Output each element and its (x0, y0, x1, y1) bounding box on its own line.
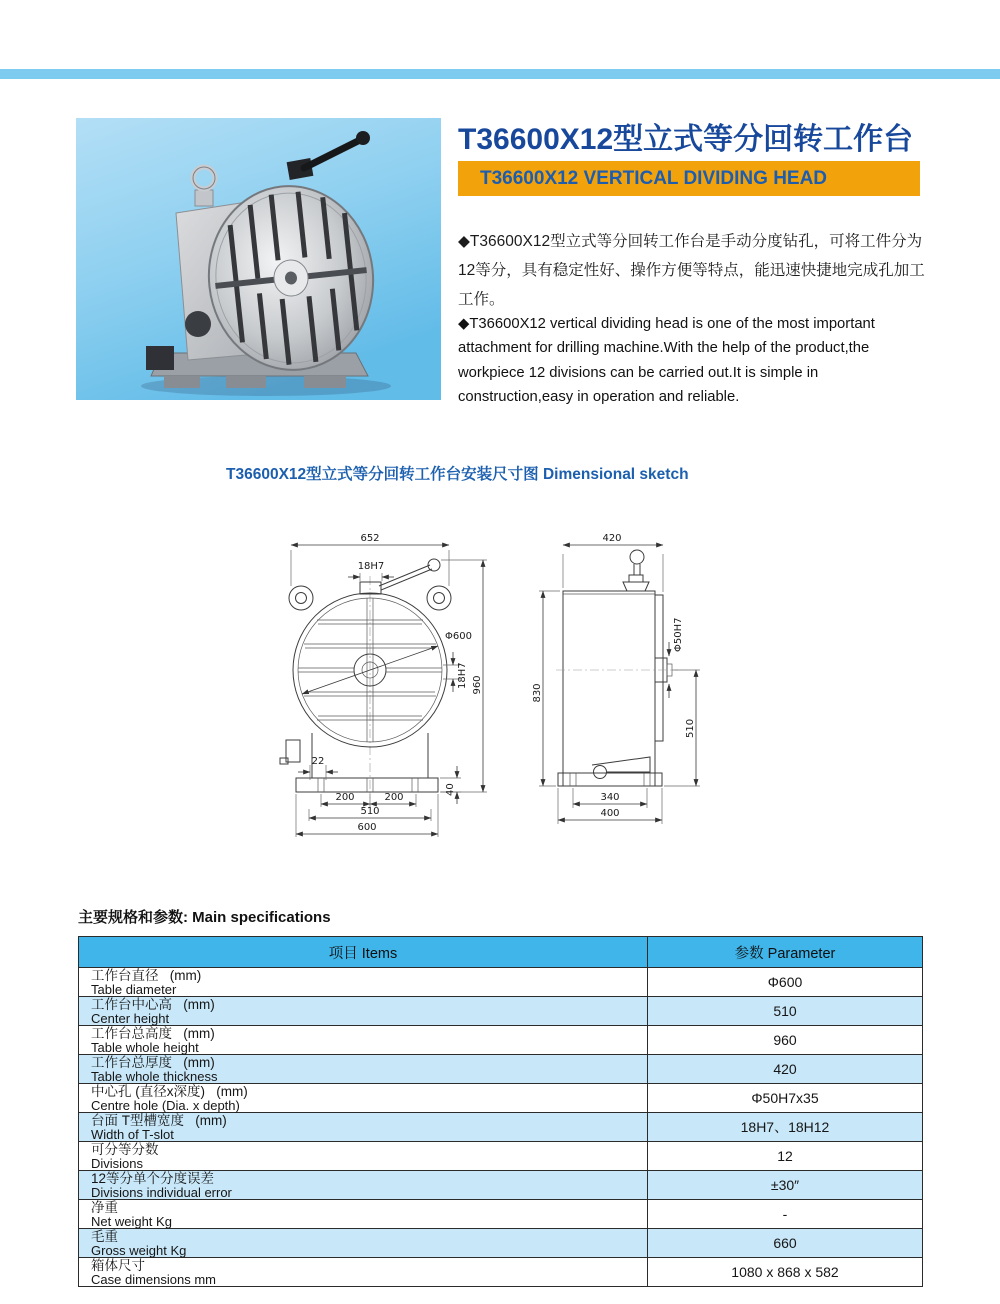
subtitle-banner (458, 161, 920, 196)
dim-front-total-height: 960 (472, 675, 483, 695)
dim-side-height: 830 (532, 683, 543, 703)
spec-row: 可分等分数 Divisions 12 (79, 1142, 923, 1171)
spec-value: Φ600 (648, 968, 923, 997)
spec-value: 1080 x 868 x 582 (648, 1258, 923, 1287)
dim-front-base-height: 40 (445, 783, 456, 796)
dim-side-center-hole: Φ50H7 (673, 617, 684, 652)
page-title: T36600X12型立式等分回转工作台 (458, 123, 914, 156)
dim-front-tslot-center: 18H7 (457, 662, 468, 689)
spec-value: - (648, 1200, 923, 1229)
dim-front-width: 652 (360, 533, 380, 544)
dim-side-base-mid: 340 (600, 792, 620, 803)
spec-row: 台面 T型槽宽度 (mm) Width of T-slot 18H7、18H12 (79, 1113, 923, 1142)
specs-heading (78, 906, 331, 927)
dim-side-width: 420 (602, 533, 622, 544)
description-english: ◆T36600X12 vertical dividing head is one of the most important attachment for drilling machine.With the help of the product,the workpiece 12 divisions can be carried out.It is simple in construction,easy in operation and reliable. (458, 315, 875, 406)
spec-row: 工作台总高度 (mm) Table whole height 960 (79, 1026, 923, 1055)
column-header-parameter: 参数 Parameter (648, 937, 923, 968)
dimensional-sketch (260, 528, 720, 846)
side-view (532, 533, 700, 824)
spec-value: 12 (648, 1142, 923, 1171)
dim-front-diameter: Φ600 (445, 631, 472, 642)
front-view (280, 533, 487, 837)
spec-row: 箱体尺寸 Case dimensions mm 1080 x 868 x 582 (79, 1258, 923, 1287)
specs-heading-cn: 主要规格和参数: (78, 909, 188, 926)
dim-front-base-outer: 600 (357, 822, 377, 833)
spec-value: 510 (648, 997, 923, 1026)
spec-value: 420 (648, 1055, 923, 1084)
spec-value: ±30″ (648, 1171, 923, 1200)
dimensional-sketch-heading: T36600X12型立式等分回转工作台安装尺寸图 Dimensional sketch (226, 466, 689, 483)
spec-value: 960 (648, 1026, 923, 1055)
specs-heading-en: Main specifications (192, 909, 331, 926)
dim-side-base-outer: 400 (600, 808, 620, 819)
spec-value: 660 (648, 1229, 923, 1258)
dim-front-base-mid: 510 (360, 806, 380, 817)
column-header-items: 项目 Items (79, 937, 648, 968)
product-image (76, 118, 441, 400)
top-accent-bar (0, 69, 1000, 79)
spec-value: Φ50H7x35 (648, 1084, 923, 1113)
product-illustration (76, 118, 441, 400)
spec-value: 18H7、18H12 (648, 1113, 923, 1142)
dim-front-edge-offset: 22 (311, 756, 325, 767)
spec-row: 工作台直径 (mm) Table diameter Φ600 (79, 968, 923, 997)
dim-front-bolt-right: 200 (384, 792, 404, 803)
technical-drawing (260, 528, 720, 846)
specifications-table (78, 936, 923, 1287)
subtitle-text: T36600X12 VERTICAL DIVIDING HEAD (480, 168, 828, 189)
spec-row: 毛重 Gross weight Kg 660 (79, 1229, 923, 1258)
description-chinese: ◆T36600X12型立式等分回转工作台是手动分度钻孔，可将工件分为12等分，具有稳定性好、操作方便等特点，能迅速快捷地完成孔加工工作。 (458, 232, 925, 308)
dim-side-center-height: 510 (685, 718, 696, 738)
table-header-row (79, 937, 923, 968)
spec-row: 12等分单个分度误差 Divisions individual error ±30″ (79, 1171, 923, 1200)
spec-row: 净重 Net weight Kg - (79, 1200, 923, 1229)
spec-row: 工作台总厚度 (mm) Table whole thickness 420 (79, 1055, 923, 1084)
spec-row: 工作台中心高 (mm) Center height 510 (79, 997, 923, 1026)
dim-front-tslot-top: 18H7 (357, 561, 385, 572)
dim-front-bolt-left: 200 (335, 792, 355, 803)
spec-row: 中心孔 (直径x深度) (mm) Centre hole (Dia. x depth) Φ50H7x35 (79, 1084, 923, 1113)
